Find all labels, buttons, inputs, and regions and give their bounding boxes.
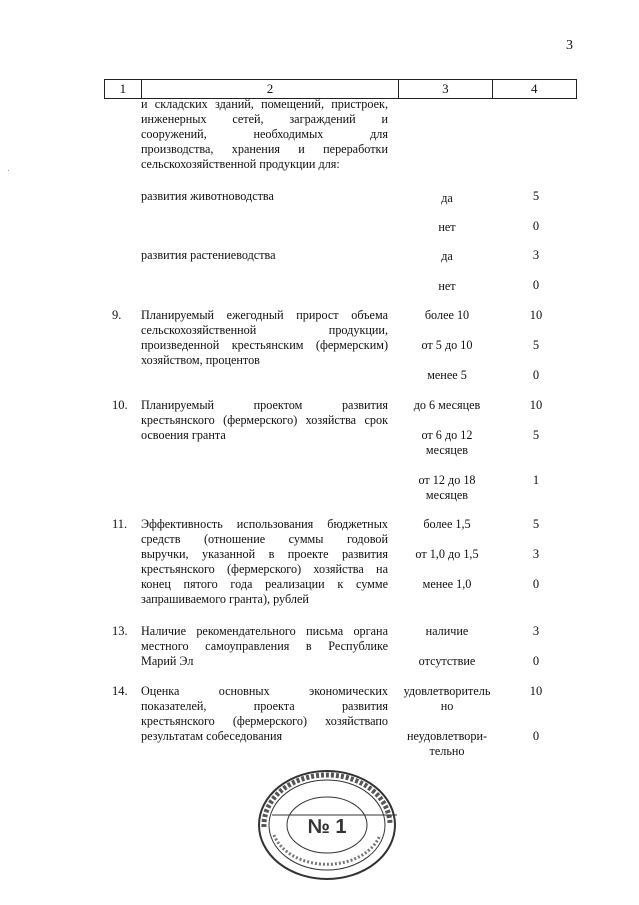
page-number: 3 [566, 38, 573, 53]
criterion-text [141, 517, 388, 607]
text-line: крестьянского (фермерского) хозяйства срок [141, 413, 388, 427]
row-number: 9. [112, 308, 122, 322]
criterion-text [141, 308, 388, 368]
row-number: 10. [112, 398, 128, 412]
criterion-text [141, 624, 388, 669]
option [397, 684, 497, 714]
option-line: месяцев [425, 443, 469, 457]
text-line: крестьянского (фермерского) хозяйства на [141, 562, 388, 576]
score: 5 [532, 428, 540, 442]
option-line: от 6 до 12 [421, 428, 473, 442]
text-line: Марий Эл [141, 654, 194, 668]
score: 0 [532, 577, 540, 591]
option-line: неудовлетвори- [406, 729, 488, 743]
score: 0 [532, 278, 540, 292]
text-line: произведенной крестьянским (фермерским) [141, 338, 388, 352]
text-line: хозяйством, процентов [141, 353, 260, 367]
text-line: Планируемый ежегодный прирост объема [141, 308, 388, 322]
text-line: Наличие рекомендательного письма органа [141, 624, 388, 638]
score: 5 [532, 338, 540, 352]
option: менее 1,0 [422, 577, 472, 591]
answer-yes: да [441, 191, 453, 205]
option: от 5 до 10 [421, 338, 473, 352]
option: наличие [425, 624, 469, 638]
intro-line: сельскохозяйственной продукции для: [141, 157, 340, 171]
score: 5 [532, 517, 540, 531]
answer-yes: да [441, 249, 453, 263]
row-number: 14. [112, 684, 128, 698]
animal-label: развития животноводства [141, 189, 274, 203]
option [397, 473, 497, 503]
score: 0 [532, 219, 540, 233]
text-line: выручки, указанной в проекте развития [141, 547, 388, 561]
header-col-1: 1 [105, 80, 142, 98]
scan-mark [8, 170, 9, 171]
option-line: тельно [429, 744, 465, 758]
header-col-4: 4 [531, 81, 538, 96]
header-col-2: 2 [142, 80, 399, 98]
text-line: результатам собеседования [141, 729, 283, 743]
text-line: Эффективность использования бюджетных [141, 517, 388, 531]
intro-line: и складских зданий, помещений, пристроек, [141, 97, 388, 111]
text-line: освоения гранта [141, 428, 226, 442]
option-line: месяцев [425, 488, 469, 502]
answer-no: нет [438, 220, 456, 234]
intro-line: производства, хранения и переработки [141, 142, 388, 156]
score: 0 [532, 654, 540, 668]
score: 5 [532, 189, 540, 203]
score: 3 [532, 624, 540, 638]
score: 3 [532, 547, 540, 561]
intro-line: инженерных сетей, заграждений и [141, 112, 388, 126]
official-stamp [252, 765, 402, 885]
text-line: Планируемый проектом развития [141, 398, 388, 412]
plant-label: развития растениеводства [141, 248, 276, 262]
row-number: 13. [112, 624, 128, 638]
text-line: сельскохозяйственной продукции, [141, 323, 388, 337]
score: 10 [529, 398, 543, 412]
option: менее 5 [427, 368, 467, 382]
intro-line: сооружений, необходимых для [141, 127, 388, 141]
option: отсутствие [418, 654, 476, 668]
option: более 1,5 [423, 517, 471, 531]
score: 3 [532, 248, 540, 262]
option-line: удовлетворитель [403, 684, 491, 698]
criterion-text [141, 684, 388, 744]
score: 10 [529, 684, 543, 698]
option [397, 729, 497, 759]
header-col-3: 3 [399, 80, 492, 98]
criterion-text [141, 398, 388, 443]
intro-text [141, 97, 388, 172]
option: до 6 месяцев [413, 398, 481, 412]
row-number: 11. [112, 517, 128, 531]
option: от 1,0 до 1,5 [415, 547, 479, 561]
option: более 10 [424, 308, 470, 322]
text-line: местного самоуправления в Республике [141, 639, 388, 653]
text-line: крестьянского (фермерского) хозяйствапо [141, 714, 388, 728]
option-line: от 12 до 18 [418, 473, 476, 487]
option [397, 428, 497, 458]
text-line: Оценка основных экономических [141, 684, 388, 698]
score: 1 [532, 473, 540, 487]
score: 10 [529, 308, 543, 322]
text-line: конец пятого года реализации к сумме [141, 577, 388, 591]
text-line: показателей, проекта развития [141, 699, 388, 713]
score: 0 [532, 729, 540, 743]
text-line: средств (отношение суммы годовой [141, 532, 388, 546]
option-line: но [440, 699, 454, 713]
table-header [104, 79, 577, 99]
score: 0 [532, 368, 540, 382]
text-line: запрашиваемого гранта), рублей [141, 592, 309, 606]
answer-no: нет [438, 279, 456, 293]
stamp-number: № 1 [307, 816, 347, 838]
